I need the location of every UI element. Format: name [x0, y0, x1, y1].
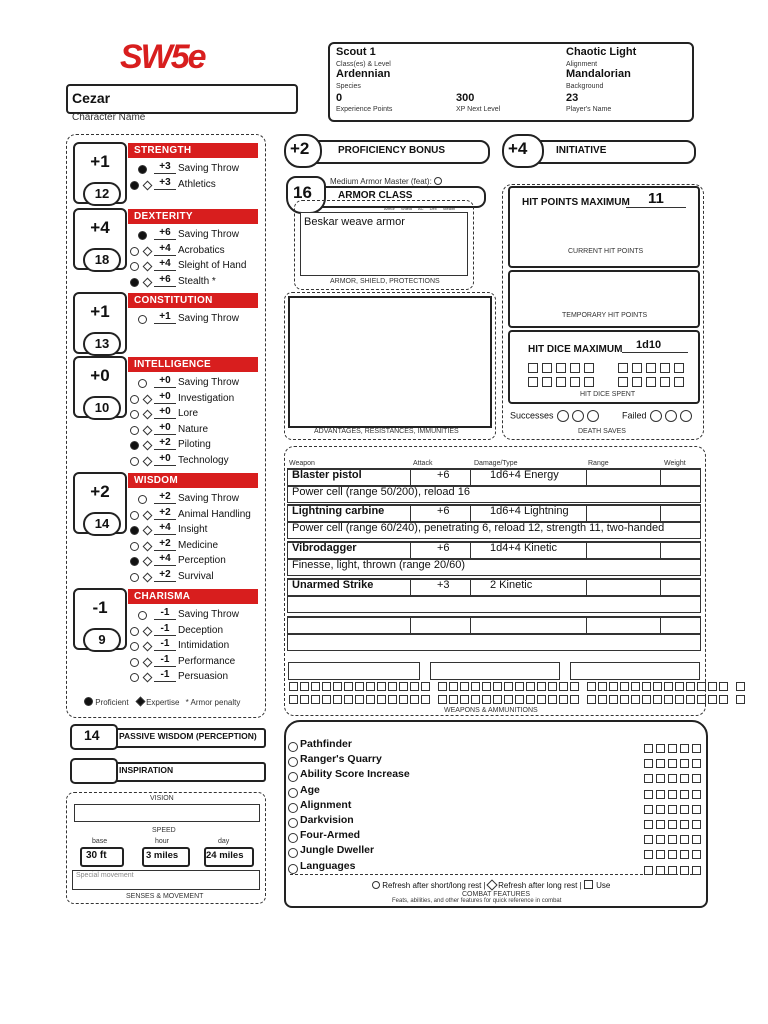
proficiency-bonus-value: +2 — [290, 139, 310, 158]
skill-label: Acrobatics — [178, 244, 225, 256]
combat-feature-item: Ranger's Quarry — [300, 753, 382, 766]
ability-modifier: +1 — [90, 152, 110, 171]
saving-throw-row — [128, 491, 258, 506]
skill-label: Saving Throw — [178, 229, 239, 240]
xp-next-level: 300 — [456, 92, 475, 104]
expertise-diamond[interactable] — [143, 277, 153, 287]
weapon-header-range: Range — [588, 460, 609, 467]
ability-box-charisma — [73, 588, 127, 650]
hit-dice-max-value: 1d10 — [636, 339, 662, 351]
weapon-damage: 1d4+4 Kinetic — [490, 542, 557, 554]
combat-feature-item: Pathfinder — [300, 738, 352, 750]
weapon-attack: +6 — [437, 542, 450, 554]
saving-throw-row — [128, 161, 258, 176]
saving-throw-row — [128, 311, 258, 326]
ability-box-dexterity — [73, 208, 127, 270]
armor-class-value: 16 — [293, 183, 312, 202]
ability-score[interactable]: 14 — [83, 512, 121, 536]
hit-points-max-value: 11 — [648, 190, 664, 207]
ability-modifier: +0 — [90, 366, 110, 385]
skill-row — [128, 406, 258, 421]
ability-banner-intelligence: INTELLIGENCE — [128, 357, 258, 372]
passive-wisdom-label: PASSIVE WISDOM (PERCEPTION) — [119, 731, 257, 741]
proficiency-dot[interactable] — [130, 262, 139, 271]
weapon-header-weapon: Weapon — [289, 460, 315, 467]
ammo-box-1[interactable] — [288, 662, 420, 680]
skill-value: +4 — [154, 522, 176, 535]
initiative-value: +4 — [508, 139, 528, 158]
legend-expertise: Expertise — [146, 698, 180, 707]
skill-row — [128, 437, 258, 452]
skill-value: +4 — [154, 258, 176, 271]
proficiency-dot[interactable] — [130, 410, 139, 419]
features-refresh-legend: Refresh after short/long rest | Refresh after long rest | Use — [372, 880, 610, 890]
combat-feature-item: Darkvision — [300, 814, 354, 826]
expertise-diamond[interactable] — [143, 510, 153, 520]
skill-row — [128, 391, 258, 406]
weapon-column-divider — [410, 616, 411, 633]
class-level: Scout 1 — [336, 46, 376, 58]
speed-label: SPEED — [152, 827, 176, 834]
saving-throw-row — [128, 375, 258, 390]
ability-modifier: +4 — [90, 218, 110, 237]
hit-dice-spent-caption: HIT DICE SPENT — [580, 391, 636, 398]
proficiency-dot[interactable] — [138, 495, 147, 504]
skill-value: -1 — [154, 669, 176, 682]
ability-score[interactable]: 12 — [83, 182, 121, 206]
hit-points-max-line — [626, 207, 686, 208]
skill-row — [128, 422, 258, 437]
ability-modifier: +2 — [90, 482, 110, 501]
skill-label: Athletics — [178, 178, 216, 190]
skill-value: +0 — [154, 453, 176, 466]
fail-check-1[interactable] — [650, 410, 662, 422]
feature-refresh-circle[interactable] — [288, 864, 298, 874]
proficiency-bonus-label: PROFICIENCY BONUS — [338, 145, 446, 156]
ability-box-intelligence — [73, 356, 127, 418]
use-label: Use — [596, 881, 611, 890]
proficiency-dot[interactable] — [138, 165, 147, 174]
combat-feature-item: Jungle Dweller — [300, 844, 375, 857]
speed-hour-caption: hour — [155, 838, 170, 845]
expertise-diamond[interactable] — [143, 673, 153, 683]
weapon-column-divider — [660, 578, 661, 595]
combat-feature-item: Ability Score Increase — [300, 768, 410, 781]
weapon-damage: 2 Kinetic — [490, 579, 533, 591]
weapon-column-divider — [470, 578, 471, 595]
skill-row — [128, 522, 258, 537]
weapon-column-divider — [586, 468, 587, 485]
ability-banner-constitution: CONSTITUTION — [128, 293, 258, 308]
skill-label: Investigation — [178, 392, 235, 404]
skill-value: +4 — [154, 243, 176, 256]
experience-points: 0 — [336, 92, 343, 104]
initiative-label: INITIATIVE — [556, 145, 607, 156]
player-name: 23 — [566, 92, 579, 104]
skill-row — [128, 507, 258, 522]
combat-feature-item: Alignment — [300, 798, 352, 811]
proficiency-dot[interactable] — [130, 426, 139, 435]
character-name: Cezar — [72, 90, 111, 106]
saving-throw-row — [128, 607, 258, 622]
skill-value: +2 — [154, 507, 176, 520]
medium-armor-master-checkbox[interactable] — [434, 177, 442, 185]
ability-score[interactable]: 10 — [83, 396, 121, 420]
skill-row — [128, 274, 258, 289]
death-saves-caption: DEATH SAVES — [578, 428, 626, 435]
proficiency-dot[interactable] — [130, 278, 139, 287]
hit-points-max-label: HIT POINTS MAXIMUM — [522, 197, 630, 208]
expertise-diamond[interactable] — [143, 557, 153, 567]
proficiency-dot[interactable] — [130, 526, 139, 535]
fail-check-2[interactable] — [665, 410, 677, 422]
ability-score[interactable]: 13 — [83, 332, 121, 356]
weapon-name: Vibrodagger — [292, 542, 357, 554]
skill-label: Saving Throw — [178, 163, 239, 174]
vision-label: VISION — [150, 795, 174, 802]
skill-value: +0 — [154, 406, 176, 419]
weapon-column-divider — [470, 468, 471, 485]
proficiency-dot[interactable] — [130, 542, 139, 551]
weapons-caption: WEAPONS & AMMUNITIONS — [444, 707, 538, 714]
skill-value: +2 — [154, 538, 176, 551]
weapon-column-divider — [586, 504, 587, 521]
legend — [84, 696, 240, 707]
expertise-diamond[interactable] — [143, 441, 153, 451]
ability-score[interactable]: 9 — [83, 628, 121, 652]
proficiency-dot[interactable] — [130, 181, 139, 190]
proficiency-dot[interactable] — [138, 315, 147, 324]
xp-caption: Experience Points — [336, 106, 393, 113]
proficiency-dot[interactable] — [130, 642, 139, 651]
proficiency-dot[interactable] — [130, 247, 139, 256]
expertise-diamond[interactable] — [143, 180, 153, 190]
skill-value: +2 — [154, 569, 176, 582]
ability-box-strength — [73, 142, 127, 204]
armor-mini-header: Stealth — [442, 206, 456, 211]
armor-mini-header: Shield — [400, 206, 413, 211]
weapon-column-divider — [660, 616, 661, 633]
weapon-attack: +6 — [437, 505, 450, 517]
proficiency-dot[interactable] — [130, 511, 139, 520]
ammo-box-3[interactable] — [570, 662, 700, 680]
weapon-column-divider — [410, 504, 411, 521]
medium-armor-master — [330, 176, 442, 186]
skill-label: Piloting — [178, 439, 211, 450]
skill-label: Saving Throw — [178, 609, 239, 620]
background: Mandalorian — [566, 68, 631, 80]
weapon-header-weight: Weight — [664, 460, 686, 467]
skill-label: Medicine — [178, 539, 219, 551]
skill-value: +6 — [154, 274, 176, 287]
armor-text: Beskar weave armor — [304, 216, 405, 228]
expertise-diamond[interactable] — [143, 541, 153, 551]
ability-box-constitution — [73, 292, 127, 354]
ability-banner-strength: STRENGTH — [128, 143, 258, 158]
legend-armor: * Armor penalty — [185, 698, 241, 707]
fail-check-3[interactable] — [680, 410, 692, 422]
skill-label: Deception — [178, 624, 224, 636]
senses-footer: SENSES & MOVEMENT — [126, 893, 204, 900]
armor-mini-header: Armor — [384, 206, 395, 211]
skill-label: Persuasion — [178, 671, 229, 682]
skill-row — [128, 258, 258, 273]
hit-dice-line — [622, 352, 688, 353]
expertise-diamond[interactable] — [143, 626, 153, 636]
ability-score[interactable]: 18 — [83, 248, 121, 272]
death-saves-successes — [510, 410, 599, 422]
weapon-column-divider — [410, 541, 411, 558]
combat-feature-item: Languages — [300, 859, 356, 872]
skill-value: +0 — [154, 375, 176, 388]
current-hp-caption: CURRENT HIT POINTS — [568, 248, 644, 255]
skill-label: Perception — [178, 555, 226, 566]
skill-label: Stealth * — [178, 275, 216, 287]
proficiency-dot[interactable] — [138, 231, 147, 240]
success-check-2[interactable] — [572, 410, 584, 422]
refresh-short-label: Refresh after short/long rest — [382, 881, 482, 890]
skill-value: +3 — [154, 177, 176, 190]
weapon-notes-row[interactable] — [287, 595, 701, 613]
armor-caption: ARMOR, SHIELD, PROTECTIONS — [330, 278, 440, 285]
proficiency-dot[interactable] — [130, 573, 139, 582]
ammo-checkboxes[interactable] — [289, 680, 747, 706]
skill-label: Performance — [178, 655, 236, 667]
special-movement-placeholder: Special movement — [76, 872, 134, 879]
weapon-column-divider — [410, 578, 411, 595]
skill-value: -1 — [154, 638, 176, 651]
weapon-column-divider — [586, 541, 587, 558]
skill-row — [128, 638, 258, 653]
weapon-header-attack: Attack — [413, 460, 433, 467]
skill-value: +3 — [154, 161, 176, 174]
expertise-diamond[interactable] — [143, 456, 153, 466]
success-check-1[interactable] — [557, 410, 569, 422]
proficiency-dot[interactable] — [130, 627, 139, 636]
advantages-box[interactable] — [288, 296, 492, 428]
expertise-diamond[interactable] — [143, 410, 153, 420]
inspiration-label: INSPIRATION — [119, 765, 174, 775]
weapon-column-divider — [660, 541, 661, 558]
armor-mini-header: AC — [418, 206, 424, 211]
skill-row — [128, 569, 258, 584]
hit-dice-max-label: HIT DICE MAXIMUM — [528, 344, 623, 355]
successes-label: Successes — [510, 410, 554, 421]
weapon-attack: +6 — [437, 469, 450, 481]
proficiency-dot[interactable] — [130, 557, 139, 566]
weapon-column-divider — [586, 578, 587, 595]
species-caption: Species — [336, 83, 361, 90]
ability-banner-charisma: CHARISMA — [128, 589, 258, 604]
weapon-column-divider — [410, 468, 411, 485]
feature-refresh-circle[interactable] — [288, 742, 298, 752]
armor-mini-header: Dex — [429, 206, 437, 211]
ability-banner-dexterity: DEXTERITY — [128, 209, 258, 224]
armor-class-label: ARMOR CLASS — [338, 190, 413, 201]
skill-value: -1 — [154, 607, 176, 620]
weapon-name: Lightning carbine — [292, 505, 385, 517]
skill-value: +0 — [154, 422, 176, 435]
skill-label: Saving Throw — [178, 313, 239, 324]
use-icon — [584, 880, 593, 889]
skill-label: Nature — [178, 423, 209, 435]
skill-label: Intimidation — [178, 640, 230, 651]
ability-modifier: +1 — [90, 302, 110, 321]
skill-row — [128, 538, 258, 553]
ability-modifier: -1 — [92, 598, 108, 617]
expertise-diamond[interactable] — [143, 657, 153, 667]
vision-field[interactable] — [74, 804, 260, 822]
skill-value: +2 — [154, 491, 176, 504]
sw5e-logo: SW5e — [120, 38, 205, 76]
weapon-damage: 1d6+4 Lightning — [490, 505, 569, 517]
player-name-caption: Player's Name — [566, 106, 612, 113]
death-saves-failed — [622, 410, 692, 422]
skill-value: +1 — [154, 311, 176, 324]
proficiency-dot[interactable] — [130, 457, 139, 466]
combat-feature-item: Four-Armed — [300, 829, 361, 842]
skill-value: +4 — [154, 553, 176, 566]
proficiency-dot[interactable] — [130, 658, 139, 667]
skill-value: -1 — [154, 654, 176, 667]
skill-value: +6 — [154, 227, 176, 240]
skill-value: -1 — [154, 623, 176, 636]
success-check-3[interactable] — [587, 410, 599, 422]
hit-dice-checkboxes-right[interactable] — [618, 362, 688, 390]
expertise-diamond[interactable] — [143, 246, 153, 256]
inspiration-value-box[interactable] — [70, 758, 118, 784]
weapon-column-divider — [586, 616, 587, 633]
weapon-damage: 1d6+4 Energy — [490, 469, 559, 481]
weapon-column-divider — [470, 504, 471, 521]
weapon-name: Blaster pistol — [292, 469, 362, 481]
expertise-diamond[interactable] — [143, 526, 153, 536]
xp-next-caption: XP Next Level — [456, 106, 501, 113]
combat-features-title: COMBAT FEATURES — [462, 891, 531, 898]
weapon-notes: Power cell (range 50/200), reload 16 — [292, 486, 470, 498]
legend-proficient: Proficient — [95, 698, 129, 707]
skill-row — [128, 177, 258, 192]
hit-dice-checkboxes-left[interactable] — [528, 362, 598, 390]
expertise-diamond[interactable] — [143, 572, 153, 582]
armor-mini-headers — [384, 206, 461, 211]
skill-row — [128, 243, 258, 258]
feature-refresh-circle[interactable] — [288, 788, 298, 798]
ammo-box-2[interactable] — [430, 662, 560, 680]
alignment-caption: Alignment — [566, 61, 598, 68]
weapon-notes-row[interactable] — [287, 633, 701, 651]
skill-label: Lore — [178, 408, 199, 419]
skill-row — [128, 623, 258, 638]
skill-row — [128, 453, 258, 468]
weapon-header-damage: Damage/Type — [474, 460, 518, 467]
expertise-diamond[interactable] — [143, 642, 153, 652]
refresh-long-label: Refresh after long rest — [498, 881, 578, 890]
medium-armor-master-label: Medium Armor Master (feat): — [330, 177, 432, 186]
ability-box-wisdom — [73, 472, 127, 534]
skill-label: Saving Throw — [178, 493, 239, 504]
expertise-diamond[interactable] — [143, 262, 153, 272]
class-level-caption: Class(es) & Level — [336, 61, 391, 68]
failed-label: Failed — [622, 410, 647, 421]
speed-base-caption: base — [92, 838, 108, 845]
speed-day-value: 24 miles — [206, 850, 244, 861]
weapon-attack: +3 — [437, 579, 450, 591]
skill-label: Insight — [178, 524, 208, 535]
weapon-column-divider — [660, 468, 661, 485]
proficiency-dot[interactable] — [130, 673, 139, 682]
proficiency-dot[interactable] — [130, 395, 139, 404]
expertise-diamond[interactable] — [143, 425, 153, 435]
advantages-caption: ADVANTAGES, RESISTANCES, IMMUNITIES — [314, 428, 459, 435]
features-divider — [290, 874, 698, 875]
combat-features-subtitle: Feats, abilities, and other features for quick reference in combat — [392, 898, 562, 904]
feature-refresh-circle[interactable] — [288, 818, 298, 828]
speed-hour-value: 3 miles — [146, 850, 179, 861]
skill-label: Animal Handling — [178, 508, 251, 520]
combat-feature-item: Age — [300, 783, 320, 796]
skill-label: Survival — [178, 570, 214, 582]
weapon-column-divider — [470, 541, 471, 558]
weapon-name: Unarmed Strike — [292, 579, 374, 591]
temp-hp-caption: TEMPORARY HIT POINTS — [562, 312, 648, 319]
weapon-column-divider — [470, 616, 471, 633]
species: Ardennian — [336, 68, 391, 80]
skill-row — [128, 669, 258, 684]
skill-value: +0 — [154, 391, 176, 404]
temp-hp-box[interactable] — [508, 270, 700, 328]
skill-row — [128, 654, 258, 669]
proficiency-dot[interactable] — [130, 441, 139, 450]
weapon-column-divider — [660, 504, 661, 521]
character-name-caption: Character Name — [72, 112, 146, 123]
skill-label: Saving Throw — [178, 377, 239, 388]
skill-value: +2 — [154, 437, 176, 450]
expertise-diamond[interactable] — [143, 394, 153, 404]
feature-refresh-circle[interactable] — [288, 803, 298, 813]
speed-base-value: 30 ft — [86, 850, 107, 861]
passive-wisdom-value: 14 — [84, 727, 100, 743]
refresh-short-icon — [372, 881, 380, 889]
alignment: Chaotic Light — [566, 46, 637, 58]
proficiency-dot[interactable] — [138, 611, 147, 620]
background-caption: Background — [566, 83, 604, 90]
speed-day-caption: day — [218, 838, 230, 845]
skill-label: Technology — [178, 454, 229, 466]
weapon-notes: Finesse, light, thrown (range 20/60) — [292, 559, 466, 571]
skill-label: Sleight of Hand — [178, 260, 247, 271]
proficiency-dot[interactable] — [138, 379, 147, 388]
ability-banner-wisdom: WISDOM — [128, 473, 258, 488]
weapon-notes: Power cell (range 60/240), penetrating 6, reload 12, strength 11, two-handed — [292, 522, 665, 534]
skill-row — [128, 553, 258, 568]
feature-use-checkboxes[interactable] — [644, 862, 704, 880]
refresh-long-icon — [486, 879, 497, 890]
saving-throw-row — [128, 227, 258, 242]
